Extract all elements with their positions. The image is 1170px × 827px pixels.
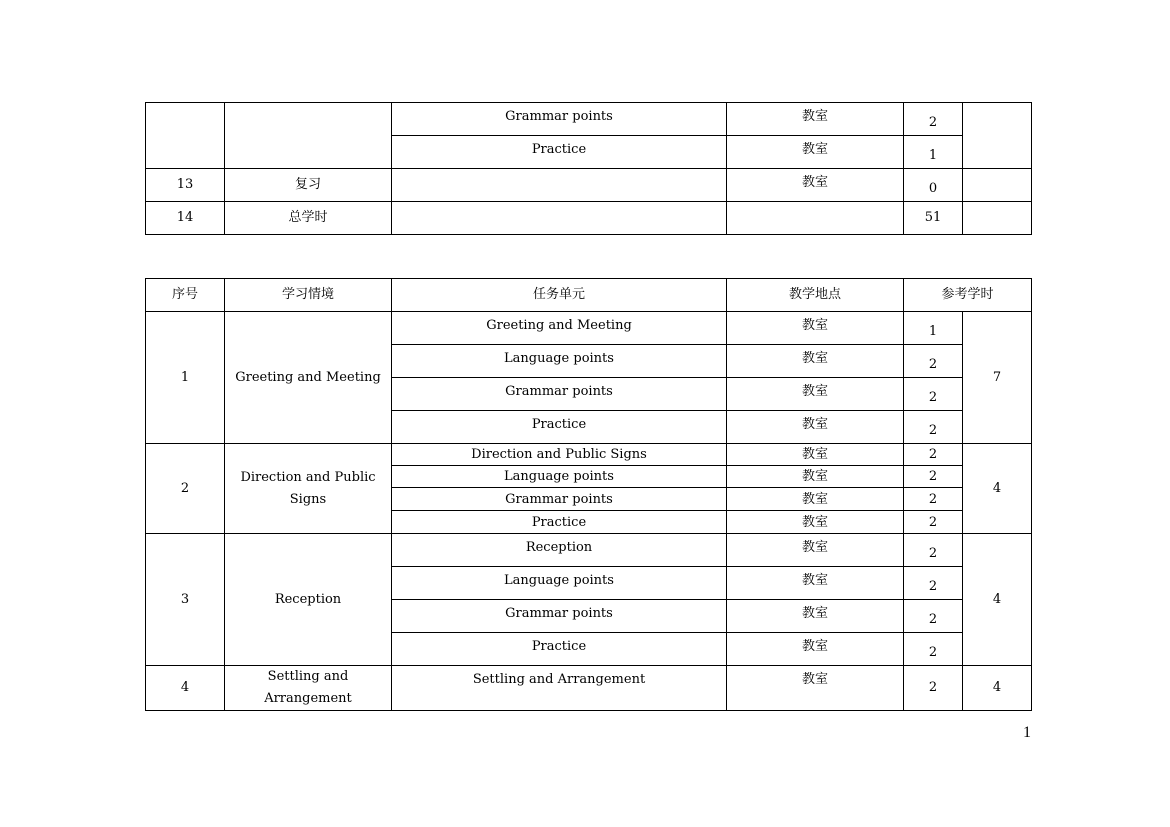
total-hours-cell [963, 169, 1032, 202]
task-cell: Settling and Arrangement [392, 666, 727, 711]
task-cell: Direction and Public Signs [392, 444, 727, 466]
hours-cell: 2 [904, 567, 963, 600]
hours-cell: 2 [904, 666, 963, 711]
table-row [146, 666, 1032, 711]
location-cell: 教室 [727, 169, 904, 202]
task-cell: Language points [392, 466, 727, 488]
hours-cell: 2 [904, 488, 963, 511]
task-cell: Practice [392, 136, 727, 169]
task-cell: Grammar points [392, 600, 727, 633]
location-cell: 教室 [727, 633, 904, 666]
hours-cell: 2 [904, 411, 963, 444]
task-cell: Language points [392, 567, 727, 600]
schedule-table [145, 278, 1032, 711]
table-row [146, 169, 1032, 202]
header-situation: 学习情境 [225, 279, 392, 312]
hours-cell: 0 [904, 169, 963, 202]
header-task: 任务单元 [392, 279, 727, 312]
location-cell: 教室 [727, 378, 904, 411]
hours-cell: 1 [904, 312, 963, 345]
task-cell [392, 202, 727, 235]
hours-cell: 2 [904, 633, 963, 666]
no-cell: 4 [146, 666, 225, 711]
hours-cell: 2 [904, 511, 963, 534]
hours-cell: 2 [904, 378, 963, 411]
location-cell: 教室 [727, 511, 904, 534]
no-cell: 2 [146, 444, 225, 534]
task-cell: Grammar points [392, 103, 727, 136]
hours-cell: 51 [904, 202, 963, 235]
situation-cell: Greeting and Meeting [225, 312, 392, 444]
total-hours-cell [963, 202, 1032, 235]
table-row [146, 444, 1032, 466]
situation-cell: 复习 [225, 169, 392, 202]
situation-cell: 总学时 [225, 202, 392, 235]
table-row [146, 534, 1032, 567]
task-cell: Practice [392, 511, 727, 534]
task-cell: Language points [392, 345, 727, 378]
table-row [146, 312, 1032, 345]
location-cell: 教室 [727, 534, 904, 567]
page-number: 1 [1023, 724, 1031, 741]
total-hours-cell: 4 [963, 666, 1032, 711]
task-cell [392, 169, 727, 202]
location-cell: 教室 [727, 411, 904, 444]
hours-cell: 1 [904, 136, 963, 169]
hours-cell: 2 [904, 345, 963, 378]
task-cell: Reception [392, 534, 727, 567]
hours-cell: 2 [904, 466, 963, 488]
task-cell: Greeting and Meeting [392, 312, 727, 345]
task-cell: Grammar points [392, 378, 727, 411]
situation-cell: Reception [225, 534, 392, 666]
no-cell: 3 [146, 534, 225, 666]
total-hours-cell: 4 [963, 534, 1032, 666]
situation-cell [225, 103, 392, 169]
total-hours-cell [963, 103, 1032, 169]
location-cell: 教室 [727, 345, 904, 378]
location-cell: 教室 [727, 312, 904, 345]
table-row [146, 202, 1032, 235]
hours-cell: 2 [904, 600, 963, 633]
no-cell: 14 [146, 202, 225, 235]
header-hours: 参考学时 [904, 279, 1032, 312]
hours-cell: 2 [904, 103, 963, 136]
table-row [146, 103, 1032, 136]
location-cell: 教室 [727, 136, 904, 169]
location-cell: 教室 [727, 103, 904, 136]
no-cell: 13 [146, 169, 225, 202]
location-cell: 教室 [727, 666, 904, 711]
task-cell: Grammar points [392, 488, 727, 511]
total-hours-cell: 4 [963, 444, 1032, 534]
situation-cell: Direction and Public Signs [225, 444, 392, 534]
task-cell: Practice [392, 411, 727, 444]
total-hours-cell: 7 [963, 312, 1032, 444]
situation-cell: Settling and Arrangement [225, 666, 392, 711]
header-location: 教学地点 [727, 279, 904, 312]
hours-cell: 2 [904, 534, 963, 567]
location-cell: 教室 [727, 600, 904, 633]
location-cell [727, 202, 904, 235]
table-header-row [146, 279, 1032, 312]
task-cell: Practice [392, 633, 727, 666]
no-cell [146, 103, 225, 169]
schedule-table-continued [145, 102, 1032, 235]
location-cell: 教室 [727, 444, 904, 466]
location-cell: 教室 [727, 488, 904, 511]
no-cell: 1 [146, 312, 225, 444]
hours-cell: 2 [904, 444, 963, 466]
location-cell: 教室 [727, 567, 904, 600]
header-no: 序号 [146, 279, 225, 312]
location-cell: 教室 [727, 466, 904, 488]
